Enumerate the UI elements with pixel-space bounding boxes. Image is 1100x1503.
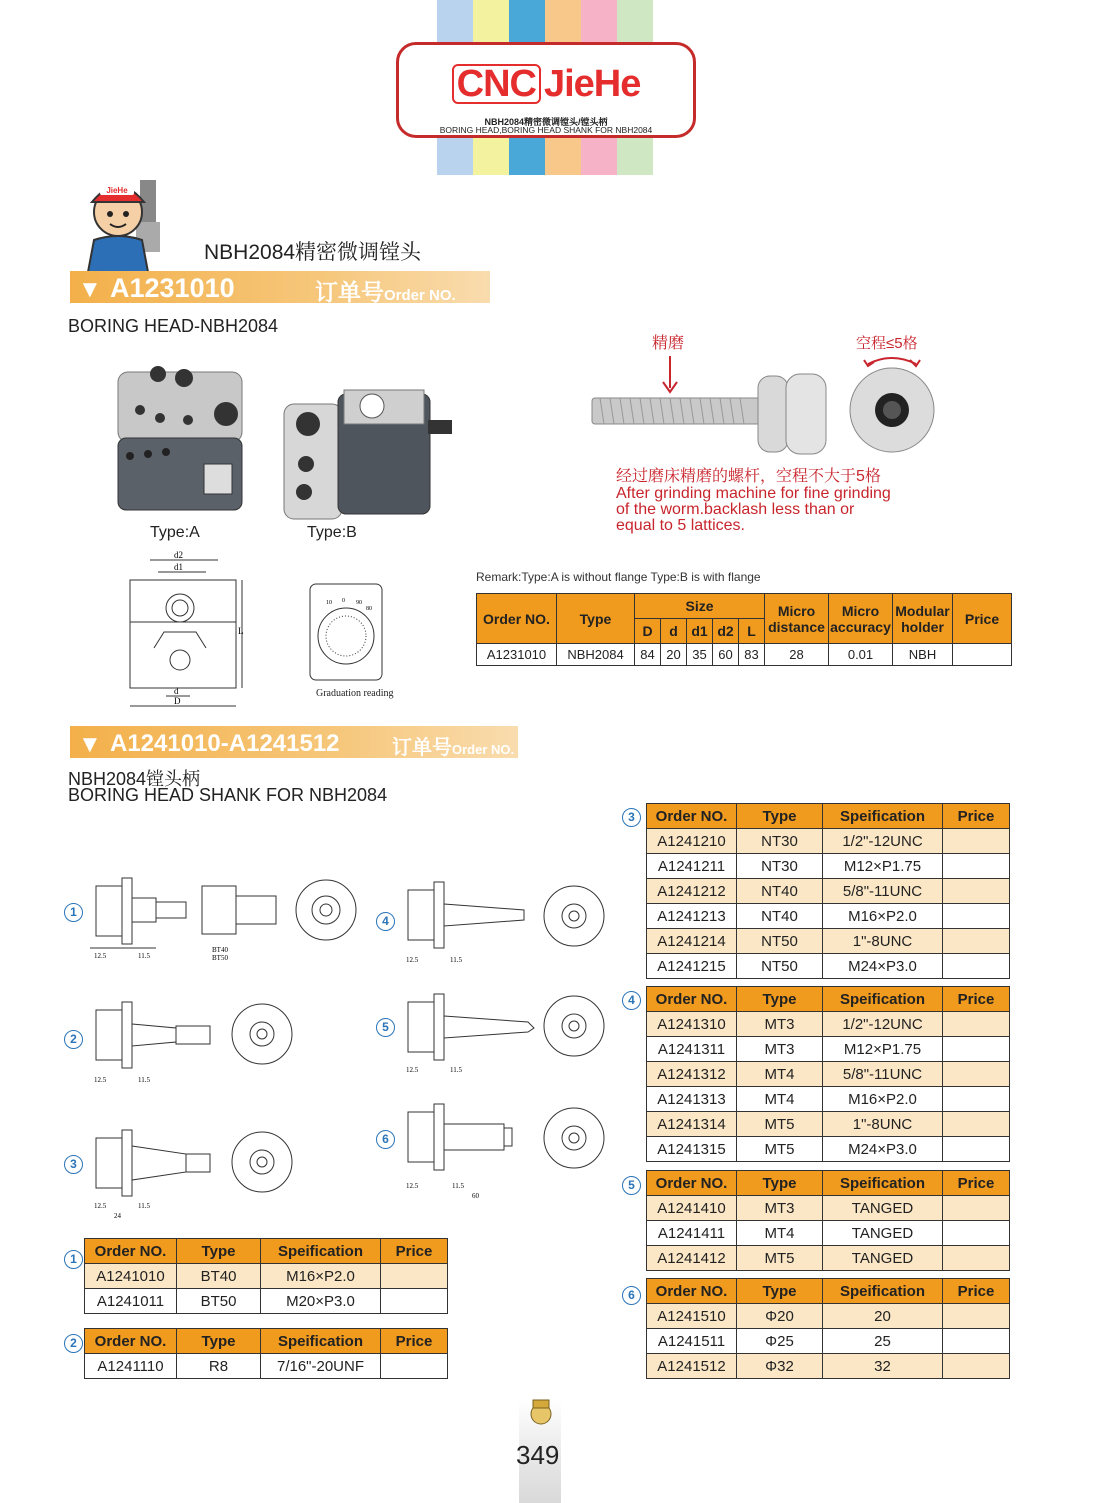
col-order: Order NO. [647,804,737,829]
col-spec: Speification [261,1329,381,1354]
order-en: Order NO. [452,742,515,757]
table-row [647,1354,1010,1379]
brand-cnc: CNC [452,64,541,104]
worm-screw-image [590,370,840,460]
cell-price [381,1289,448,1314]
cell-spec: TANGED [823,1196,943,1221]
col-d1: d1 [687,619,713,644]
dim-label: 60 [472,1192,479,1200]
remark-text: Remark:Type:A is without flange Type:B is with flange [476,570,761,584]
table-row [85,1289,448,1314]
cell-order: A1241410 [647,1196,737,1221]
table-row [647,929,1010,954]
col-size: Size [635,594,765,619]
col-d2: d2 [713,619,739,644]
backlash-label: 空程≤5格 [856,335,918,352]
table-number-6: 6 [622,1286,641,1305]
figure-number-1: 1 [64,903,83,922]
col-price: Price [943,987,1010,1012]
col-type: Type [737,987,823,1012]
cell-price [943,1354,1010,1379]
cell-L: 83 [739,644,765,666]
header-subtitle-en: BORING HEAD,BORING HEAD SHANK FOR NBH2084 [439,125,653,135]
cell-order: A1241011 [85,1289,177,1314]
col-type: Type [557,594,635,644]
col-price: Price [943,1171,1010,1196]
dim-D: D [174,696,181,706]
cell-spec: 1/2"-12UNC [823,1012,943,1037]
shank-table-5 [646,1170,1010,1271]
header-subtitle-cn: NBH2084精密微调镗头/镗头柄 [484,117,608,127]
cell-type: BT40 [177,1264,261,1289]
cell-type: MT3 [737,1196,823,1221]
dim-d: d [174,686,179,696]
order-cn: 订单号 [392,737,452,759]
dim-label: 12.5 [94,1202,107,1210]
dial-number: 80 [366,606,372,612]
cell-type: NT50 [737,929,823,954]
dial-number: 0 [342,598,345,604]
dim-label: 24 [114,1212,121,1220]
cell-spec: 25 [823,1329,943,1354]
col-spec: Speification [261,1239,381,1264]
cell-order: A1241310 [647,1012,737,1037]
section2-order-bar [70,726,518,758]
cell-price [943,1196,1010,1221]
graduation-dial-drawing [306,580,386,685]
dial-number: 90 [356,600,362,606]
shank-drawing-2 [86,996,306,1088]
dim-label: 11.5 [450,956,462,964]
table-number-4: 4 [622,991,641,1010]
dial-image [842,354,942,454]
cell-price [943,854,1010,879]
table-row [647,954,1010,979]
section2-order-label [392,731,514,760]
dim-d1: d1 [174,562,183,572]
cell-price [943,1037,1010,1062]
col-price: Price [381,1329,448,1354]
cell-spec: 5/8"-11UNC [823,879,943,904]
table-row [647,854,1010,879]
col-order: Order NO. [85,1239,177,1264]
cell-type: MT3 [737,1012,823,1037]
cell-price [381,1354,448,1379]
table-row [647,829,1010,854]
shank-table-6 [646,1278,1010,1379]
shank-table-3 [646,803,1010,979]
cell-d1: 35 [687,644,713,666]
shank-drawing-4 [398,876,618,970]
col-order: Order NO. [647,1279,737,1304]
cell-spec: M20×P3.0 [261,1289,381,1314]
mascot-illustration [78,172,178,272]
shank-drawing-3 [86,1124,306,1220]
cell-spec: 20 [823,1304,943,1329]
type-b-label: Type:B [307,524,357,541]
cell-price [943,1137,1010,1162]
cell-order: A1241312 [647,1062,737,1087]
dim-label: 12.5 [406,1182,419,1190]
brand-logo [396,42,696,138]
cell-order: A1241511 [647,1329,737,1354]
cell-spec: M16×P2.0 [261,1264,381,1289]
cell-order: A1231010 [477,644,557,666]
cell-price [943,1012,1010,1037]
col-micro-accuracy: Micro accuracy [829,594,893,644]
cell-type: NT50 [737,954,823,979]
col-L: L [739,619,765,644]
cell-order: A1241215 [647,954,737,979]
graduation-reading-label: Graduation reading [316,688,394,699]
dim-label: 11.5 [138,1076,150,1084]
grinding-label: 精磨 [652,335,685,352]
cell-order: A1241411 [647,1221,737,1246]
table-row [647,1037,1010,1062]
type-a-product-image [100,352,260,522]
cell-micro-distance: 28 [765,644,829,666]
table-number-3: 3 [622,808,641,827]
cell-spec: M16×P2.0 [823,904,943,929]
cell-spec: M12×P1.75 [823,854,943,879]
figure-number-3: 3 [64,1155,83,1174]
cell-order: A1241314 [647,1112,737,1137]
col-type: Type [177,1329,261,1354]
cell-spec: 1"-8UNC [823,929,943,954]
cell-type: Φ20 [737,1304,823,1329]
cell-price [943,954,1010,979]
cell-spec: M12×P1.75 [823,1037,943,1062]
note-en-line3: equal to 5 lattices. [616,517,745,534]
dim-label: 11.5 [452,1182,464,1190]
col-d: d [661,619,687,644]
shank-drawing-1 [86,872,366,964]
dim-label: 12.5 [406,956,419,964]
cell-price [943,829,1010,854]
cell-price [953,644,1012,666]
table-row [85,1264,448,1289]
col-price: Price [943,1279,1010,1304]
dim-label: 11.5 [138,1202,150,1210]
cell-order: A1241211 [647,854,737,879]
cell-type: MT4 [737,1221,823,1246]
cell-order: A1241212 [647,879,737,904]
col-price: Price [953,594,1012,644]
cell-spec: M24×P3.0 [823,1137,943,1162]
triangle-icon: ▼ [78,276,102,303]
section1-order-bar [70,271,490,303]
col-spec: Speification [823,804,943,829]
table-row [647,1221,1010,1246]
col-micro-distance: Micro distance [765,594,829,644]
cell-type: MT4 [737,1087,823,1112]
table-row [477,644,1012,666]
cell-price [943,879,1010,904]
cell-price [943,1062,1010,1087]
cell-type: MT5 [737,1137,823,1162]
triangle-icon: ▼ [78,731,102,758]
mascot-head-icon [528,1396,554,1426]
figure-number-6: 6 [376,1130,395,1149]
figure-number-5: 5 [376,1018,395,1037]
section2-code: A1241010-A1241512 [110,730,340,757]
table-row [647,1137,1010,1162]
cell-price [943,1221,1010,1246]
cell-micro-accuracy: 0.01 [829,644,893,666]
cell-order: A1241010 [85,1264,177,1289]
dim-label: 11.5 [138,952,150,960]
cell-type: NT40 [737,904,823,929]
brand-name: JieHe [543,63,641,105]
col-type: Type [737,1171,823,1196]
cell-price [943,1087,1010,1112]
cell-spec: 5/8"-11UNC [823,1062,943,1087]
table-row [647,1196,1010,1221]
dim-label: 11.5 [450,1066,462,1074]
cell-order: A1241213 [647,904,737,929]
note-en-line2: of the worm.backlash less than or [616,501,855,518]
cell-order: A1241510 [647,1304,737,1329]
col-price: Price [943,804,1010,829]
bt-label: BT50 [212,954,228,962]
cell-order: A1241214 [647,929,737,954]
table-row [85,1354,448,1379]
cell-spec: M24×P3.0 [823,954,943,979]
table-number-5: 5 [622,1176,641,1195]
dim-label: 12.5 [406,1066,419,1074]
table-row [647,1112,1010,1137]
brand-logo-text [399,63,693,106]
col-modular-holder: Modular holder [893,594,953,644]
cell-order: A1241311 [647,1037,737,1062]
dim-L: L [238,626,244,636]
cell-type: R8 [177,1354,261,1379]
cell-order: A1241412 [647,1246,737,1271]
cell-type: BT50 [177,1289,261,1314]
cell-order: A1241110 [85,1354,177,1379]
cell-type: MT3 [737,1037,823,1062]
cell-type: Φ32 [737,1354,823,1379]
cell-order: A1241315 [647,1137,737,1162]
col-type: Type [177,1239,261,1264]
col-order: Order NO. [647,987,737,1012]
section1-code: A1231010 [110,273,235,303]
table-row [647,904,1010,929]
cell-type: NT30 [737,854,823,879]
cell-spec: M16×P2.0 [823,1087,943,1112]
shank-table-2 [84,1328,448,1379]
section2-title-en: BORING HEAD SHANK FOR NBH2084 [68,785,388,805]
dial-number: 10 [326,600,332,606]
cell-type: MT5 [737,1246,823,1271]
shank-table-4 [646,986,1010,1162]
table-row [647,1062,1010,1087]
col-type: Type [737,804,823,829]
cell-order: A1241512 [647,1354,737,1379]
order-en: Order NO. [384,287,456,304]
section1-order-label [315,274,456,307]
cell-D: 84 [635,644,661,666]
cell-type: NT30 [737,829,823,854]
boring-head-drawing [120,548,250,710]
table-number-1: 1 [64,1250,83,1269]
cell-price [943,1329,1010,1354]
table-row [647,1329,1010,1354]
table-row [647,1246,1010,1271]
section1-subtitle: BORING HEAD-NBH2084 [68,316,279,336]
type-a-label: Type:A [150,524,200,541]
cell-spec: 1"-8UNC [823,1112,943,1137]
table-row [647,1304,1010,1329]
note-en-line1: After grinding machine for fine grinding [616,485,891,502]
cell-order: A1241210 [647,829,737,854]
col-spec: Speification [823,987,943,1012]
shank-drawing-6 [398,1098,618,1202]
mascot-badge: JieHe [106,186,128,195]
dim-label: 12.5 [94,952,107,960]
table-row [647,1012,1010,1037]
table-number-2: 2 [64,1334,83,1353]
cell-spec: 1/2"-12UNC [823,829,943,854]
col-order: Order NO. [85,1329,177,1354]
cell-price [943,1246,1010,1271]
figure-number-2: 2 [64,1030,83,1049]
col-spec: Speification [823,1279,943,1304]
cell-spec: 7/16"-20UNF [261,1354,381,1379]
col-spec: Speification [823,1171,943,1196]
col-D: D [635,619,661,644]
dim-d2: d2 [174,550,183,560]
bt-label: BT40 [212,946,228,954]
cell-holder: NBH [893,644,953,666]
col-order: Order NO. [647,1171,737,1196]
cell-price [943,1112,1010,1137]
cell-type: MT5 [737,1112,823,1137]
table-row [647,879,1010,904]
cell-price [381,1264,448,1289]
page-number: 349 [516,1440,560,1470]
table-row [647,1087,1010,1112]
section2-title-cn: NBH2084镗头柄 [68,769,201,789]
cell-price [943,1304,1010,1329]
figure-number-4: 4 [376,912,395,931]
cell-type: NT40 [737,879,823,904]
col-order: Order NO. [477,594,557,644]
cell-spec: 32 [823,1354,943,1379]
order-cn: 订单号 [315,279,384,305]
dim-label: 12.5 [94,1076,107,1084]
note-cn: 经过磨床精磨的螺杆，空程不大于5格 [616,468,881,485]
cell-spec: TANGED [823,1246,943,1271]
col-type: Type [737,1279,823,1304]
cell-order: A1241313 [647,1087,737,1112]
cell-spec: TANGED [823,1221,943,1246]
boring-head-table [476,593,1012,666]
col-price: Price [381,1239,448,1264]
shank-table-1 [84,1238,448,1314]
shank-drawing-5 [398,988,618,1080]
cell-type: MT4 [737,1062,823,1087]
cell-d2: 60 [713,644,739,666]
cell-price [943,904,1010,929]
cell-type: Φ25 [737,1329,823,1354]
cell-price [943,929,1010,954]
cell-d: 20 [661,644,687,666]
type-b-product-image [278,384,458,524]
section1-title-cn: NBH2084精密微调镗头 [204,241,422,264]
cell-type: NBH2084 [557,644,635,666]
